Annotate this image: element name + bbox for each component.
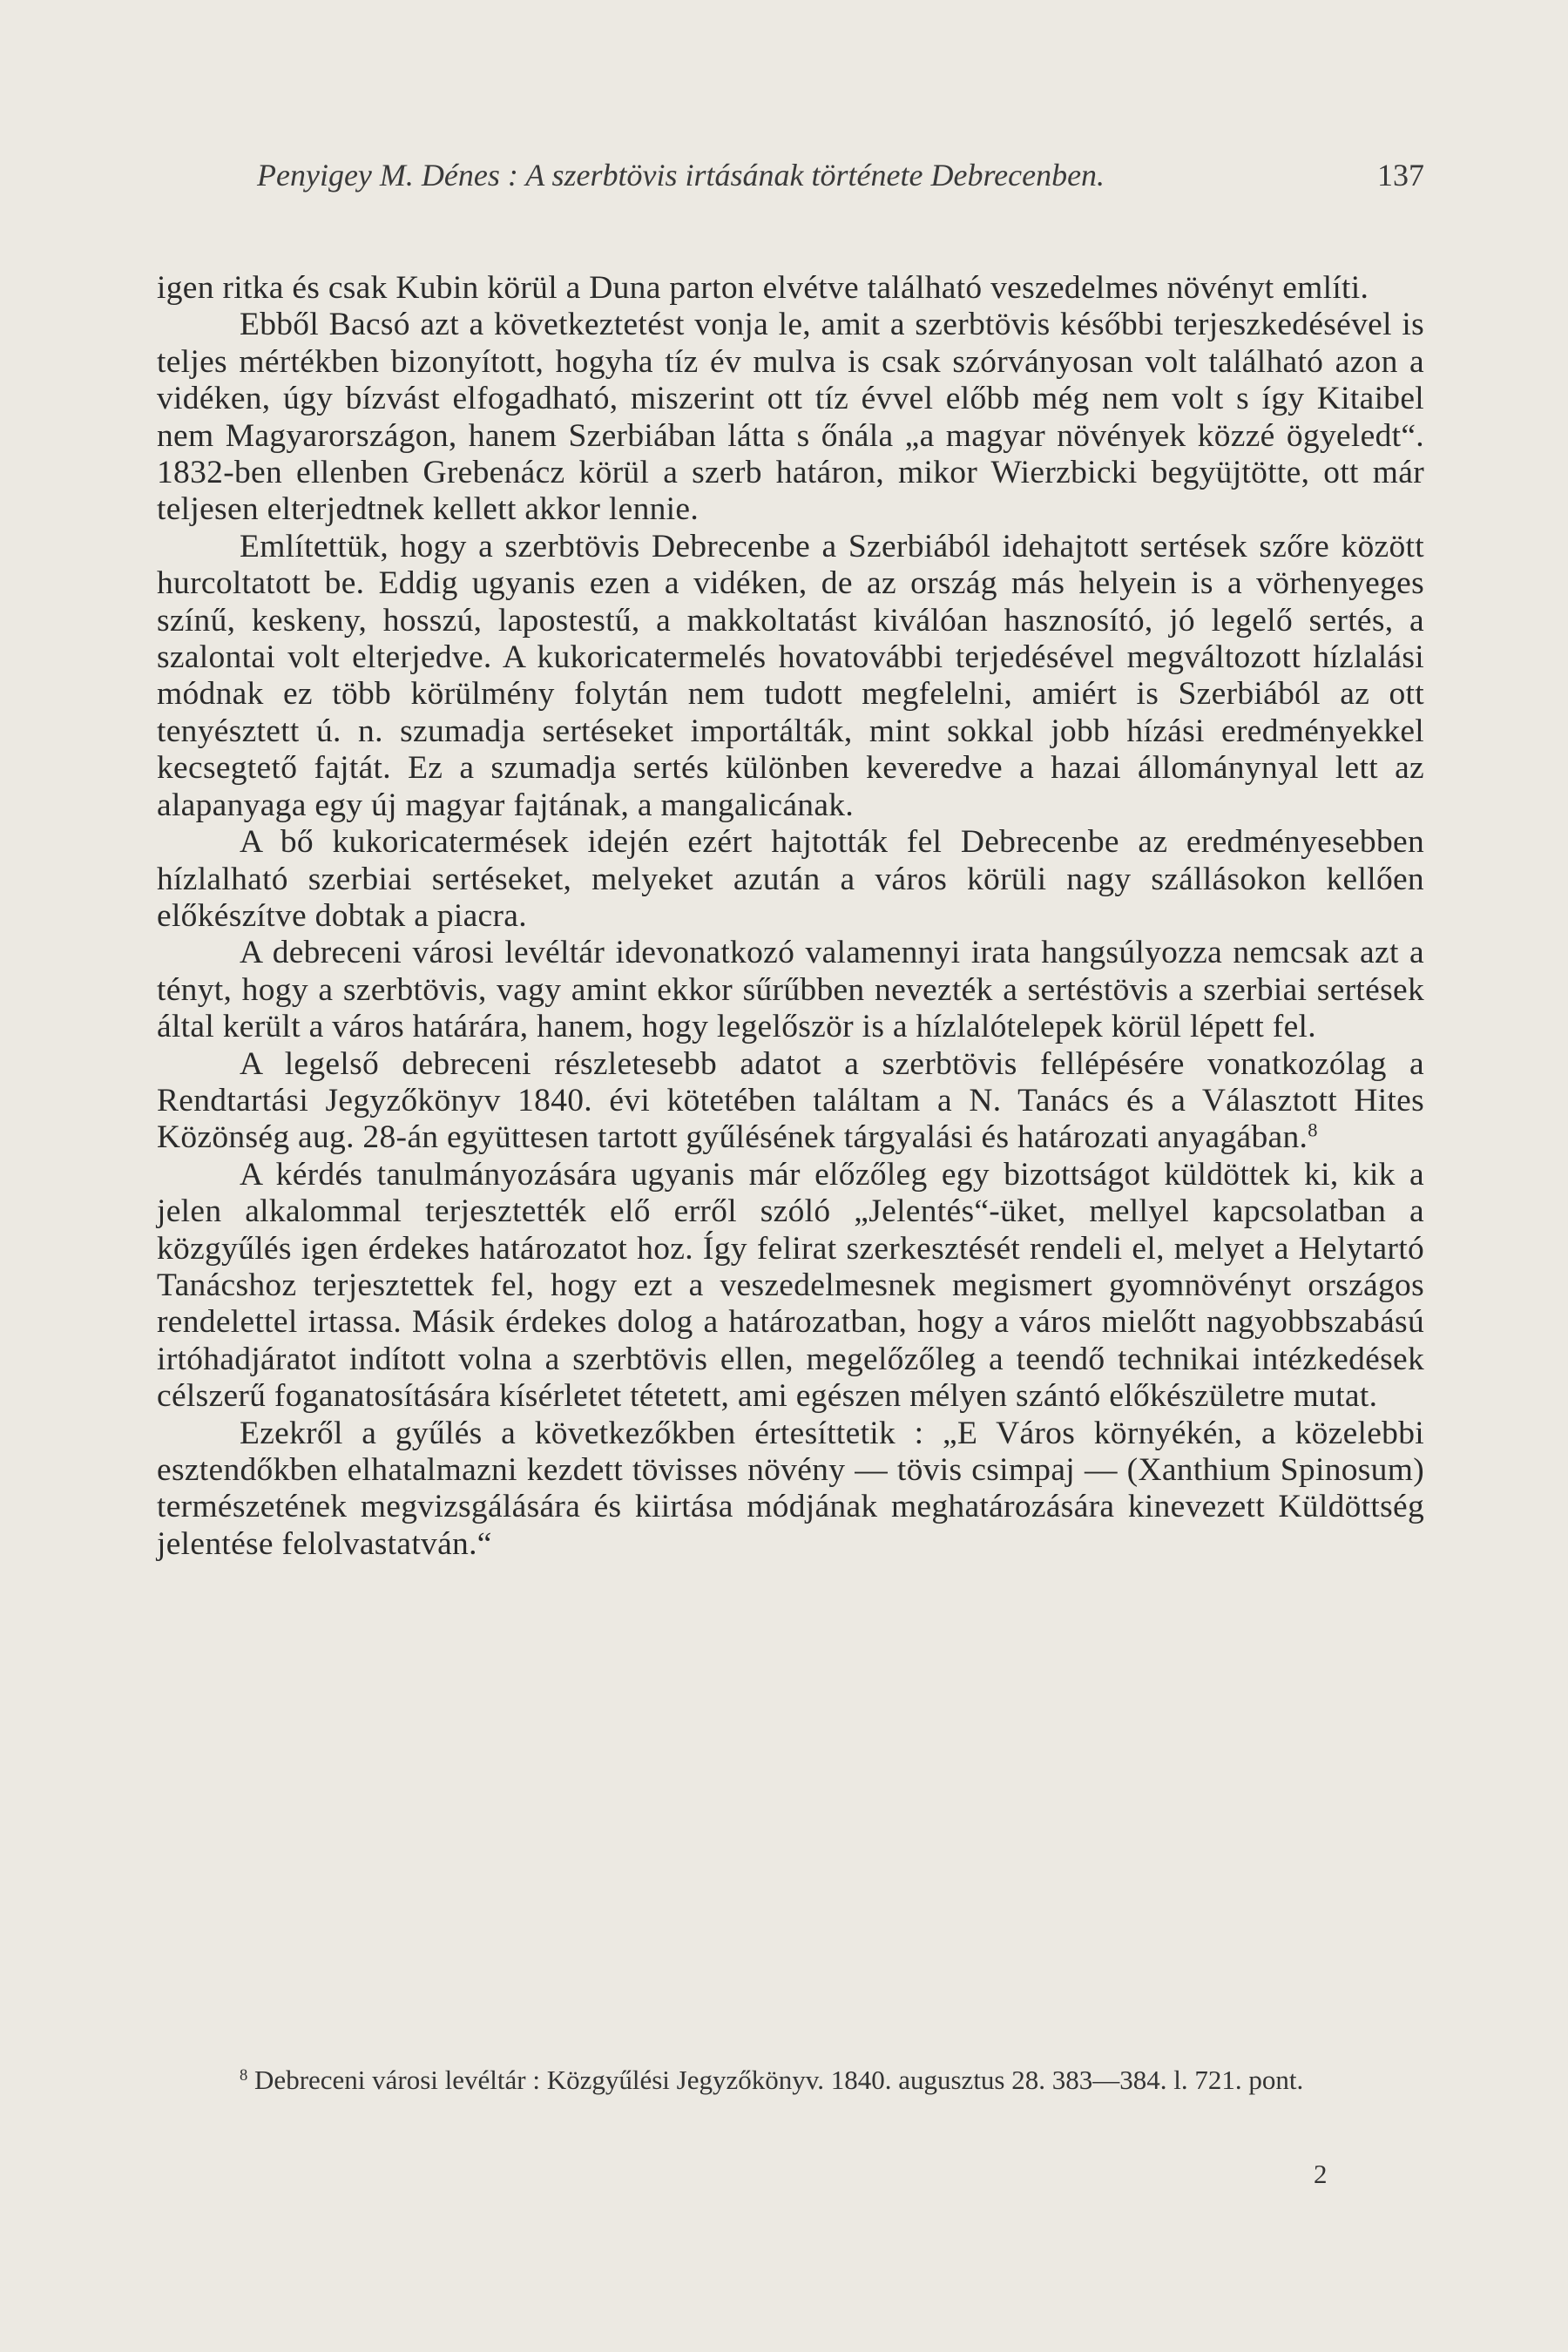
paragraph: Ezekről a gyűlés a következőkben értesíttetik : „E Város környékén, a közelebbi esztendőkben elhatalmazni kezdett tövisses növény — tövis csimpaj — (Xanthium Spinosum) természetének megvizsgálására és kiirtása módjának meghatározására kinevezett Küldöttség jelentése felolvastatván.“ [157,1415,1424,1562]
footnote [157,2065,1424,2096]
running-head [257,157,1424,200]
footnote-marker: 8 [240,2065,248,2085]
paragraph: A debreceni városi levéltár idevonatkozó valamennyi irata hangsúlyozza nemcsak azt a tényt, hogy a szerbtövis, vagy amint ekkor sűrűbben nevezték a sertéstövis a szerbiai sertések által került a város határára, hanem, hogy legelőször is a hízlalótelepek körül lépett fel. [157,935,1424,1045]
paragraph-continuation: igen ritka és csak Kubin körül a Duna parton elvétve található veszedelmes növényt említi. [157,270,1369,306]
running-head-title: Penyigey M. Dénes : A szerbtövis irtásának története Debrecenben. [257,158,1105,193]
paragraph: A kérdés tanulmányozására ugyanis már előzőleg egy bizottságot küldöttek ki, kik a jelen alkalommal terjesztették elő erről szóló „Jelentés“-üket, mellyel kapcsolatban a közgyűlés igen érdekes határozatot hoz. Így felirat szerkesztését rendeli el, melyet a Helytartó Tanácshoz terjesztettek fel, hogy ezt a veszedelmesnek megismert gyomnövényt országos rendelettel irtassa. Másik érdekes dolog a határozatban, hogy a város mielőtt nagyobbszabású irtóhadjáratot indított volna a szerbtövis ellen, megelőzőleg a teendő technikai intézkedések célszerű foganatosítására kísérletet tétetett, ami egészen mélyen szántó előkészületre mutat. [157,1156,1424,1415]
paragraph: Említettük, hogy a szerbtövis Debrecenbe a Szerbiából idehajtott sertések szőre között hurcoltatott be. Eddig ugyanis ezen a vidéken, de az ország más helyein is a vörhenyeges színű, keskeny, hosszú, lapostestű, a makkoltatást kiválóan hasznosító, jó legelő sertés, a szalontai volt elterjedve. A kukoricatermelés hovatovábbi terjedésével megváltozott hízlalási módnak ez több körülmény folytán nem tudott megfelelni, amiért is Szerbiából az ott tenyésztett ú. n. szumadja sertéseket importálták, mint sokkal jobb hízási eredményekkel kecsegtető fajtát. Ez a szumadja sertés különben keveredve a hazai állománynyal lett az alapanyaga egy új magyar fajtának, a mangalicának. [157,528,1424,823]
paragraph: Ebből Bacsó azt a következtetést vonja le, amit a szerbtövis későbbi terjeszkedésével is teljes mértékben bizonyított, hogyha tíz év mulva is csak szórványosan volt található azon a vidéken, úgy bízvást elfogadható, miszerint ott tíz évvel előbb még nem volt s így Kitaibel nem Magyarországon, hanem Szerbiában látta s őnála „a magyar növények közzé ögyeledt“. 1832-ben ellenben Grebenácz körül a szerb határon, mikor Wierzbicki begyüjtötte, ott már teljesen elterjedtnek kellett akkor lennie. [157,307,1424,528]
signature-mark: 2 [1314,2159,1328,2189]
paragraph: A bő kukoricatermések idején ezért hajtották fel Debrecenbe az eredményesebben hízlalható szerbiai sertéseket, melyeket azután a város körüli nagy szállásokon kellően előkészítve dobtak a piacra. [157,824,1424,934]
footnote-text: Debreceni városi levéltár : Közgyűlési Jegyzőkönyv. 1840. augusztus 28. 383—384. l. 721. pont. [254,2065,1304,2095]
page-number: 137 [1377,158,1424,193]
body-text [157,270,1424,1563]
paragraph-with-footnote-ref [157,1046,1424,1157]
footnote-reference: 8 [1308,1119,1318,1141]
paragraph-text: A legelső debreceni részletesebb adatot a szerbtövis fellépésére vonatkozólag a Rendtartási Jegyzőkönyv 1840. évi kötetében találtam a N. Tanács és a Választott Hites Közönség aug. 28-án együttesen tartott gyűlésének tárgyalási és határozati anyagában. [157,1045,1424,1156]
